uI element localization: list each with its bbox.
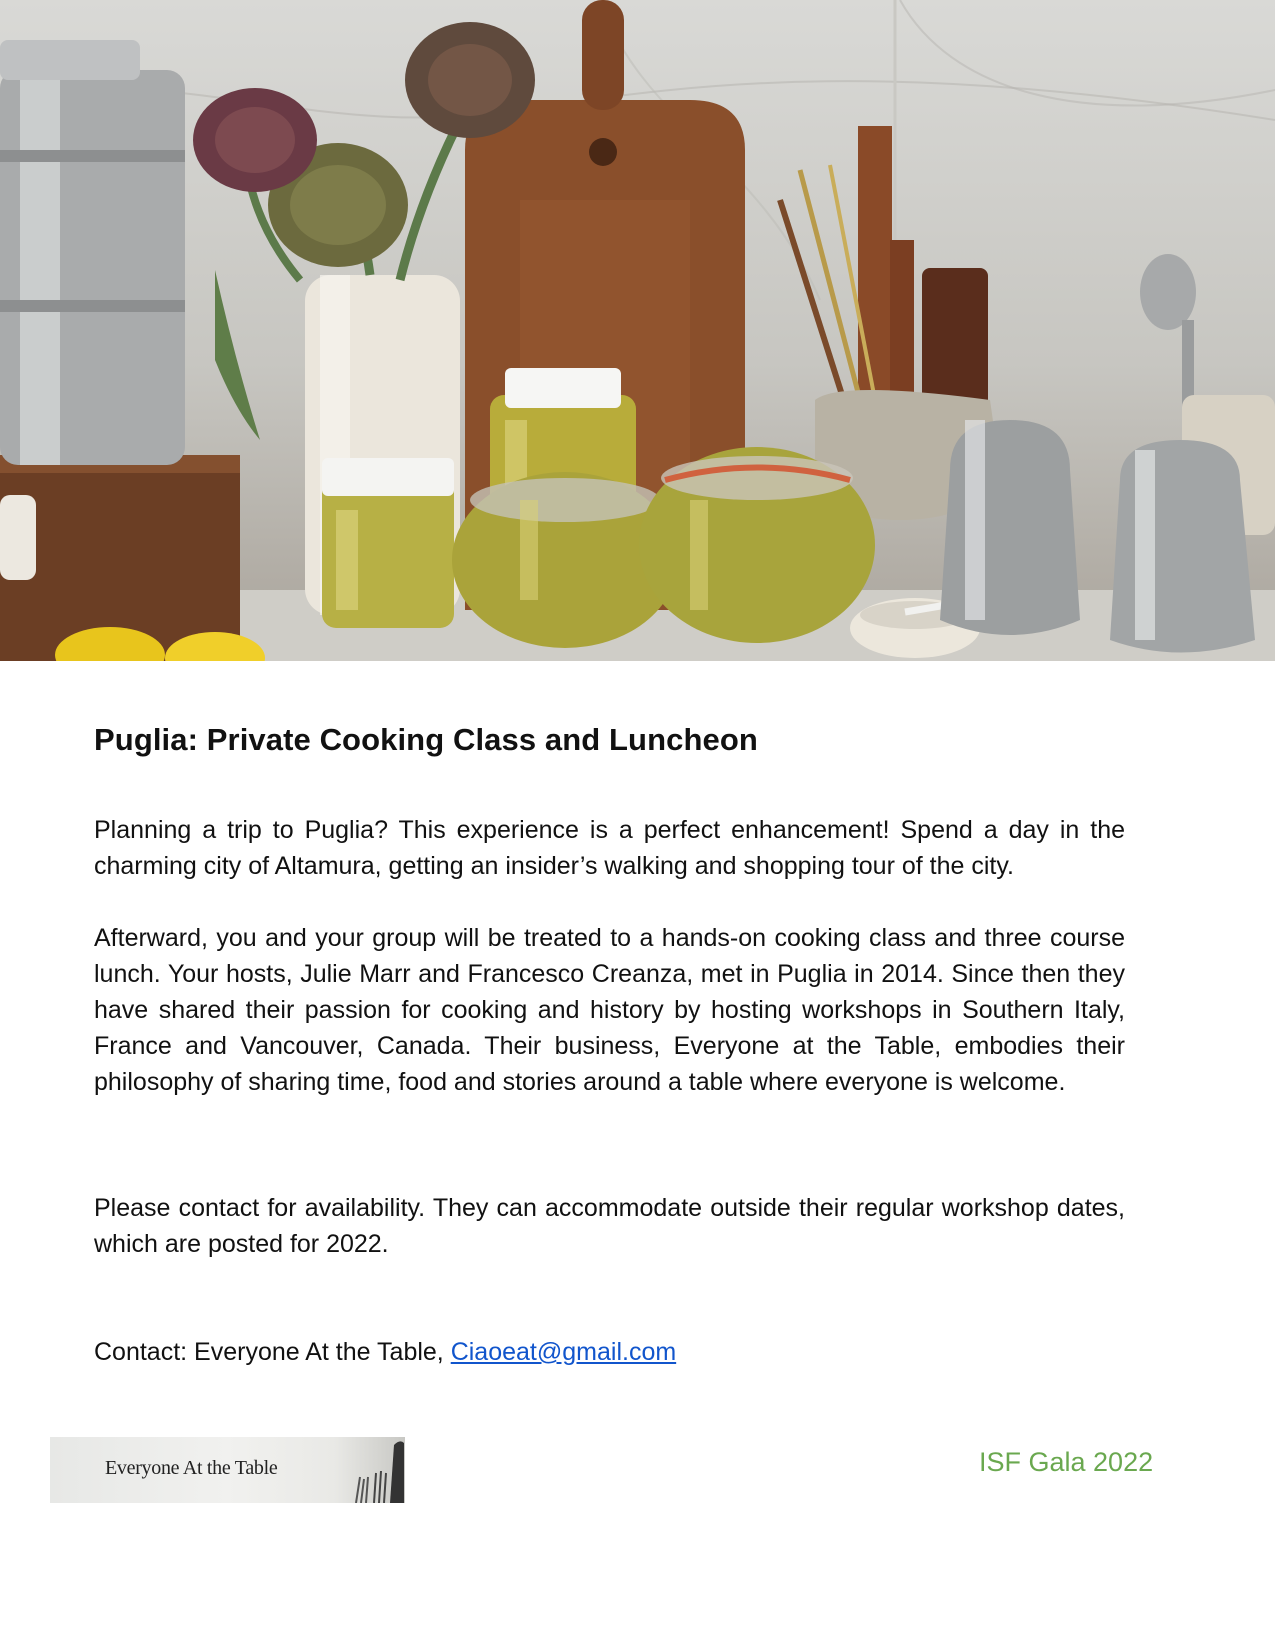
contact-line <box>94 1334 676 1370</box>
page-title: Puglia: Private Cooking Class and Luncheon <box>94 722 758 757</box>
contact-label: Contact: Everyone At the Table, <box>94 1338 451 1366</box>
intro-paragraph: Planning a trip to Puglia? This experience is a perfect enhancement! Spend a day in the charming city of Altamura, getting an insider’s walking and shopping tour of the city. <box>94 816 1125 880</box>
logo-text: Everyone At the Table <box>105 1457 278 1479</box>
hosts-paragraph: Afterward, you and your group will be treated to a hands-on cooking class and three course lunch. Your hosts, Julie Marr and Francesco Creanza, met in Puglia in 2014. Since then they have shared their passion for cooking and history by hosting workshops in Southern Italy, France and Vancouver, Canada. Their business, Everyone at the Table, embodies their philosophy of sharing time, food and stories around a table where everyone is welcome. <box>94 924 1125 1096</box>
utensils-graphic <box>350 1437 405 1503</box>
contact-email-link[interactable]: Ciaoeat@gmail.com <box>450 1338 677 1366</box>
hero-photo-kitchen-still-life <box>0 0 1275 661</box>
event-label: ISF Gala 2022 <box>979 1447 1154 1477</box>
everyone-at-the-table-logo <box>50 1437 405 1503</box>
availability-paragraph: Please contact for availability. They can accommodate outside their regular workshop dates, which are posted for 2022. <box>94 1194 1125 1258</box>
